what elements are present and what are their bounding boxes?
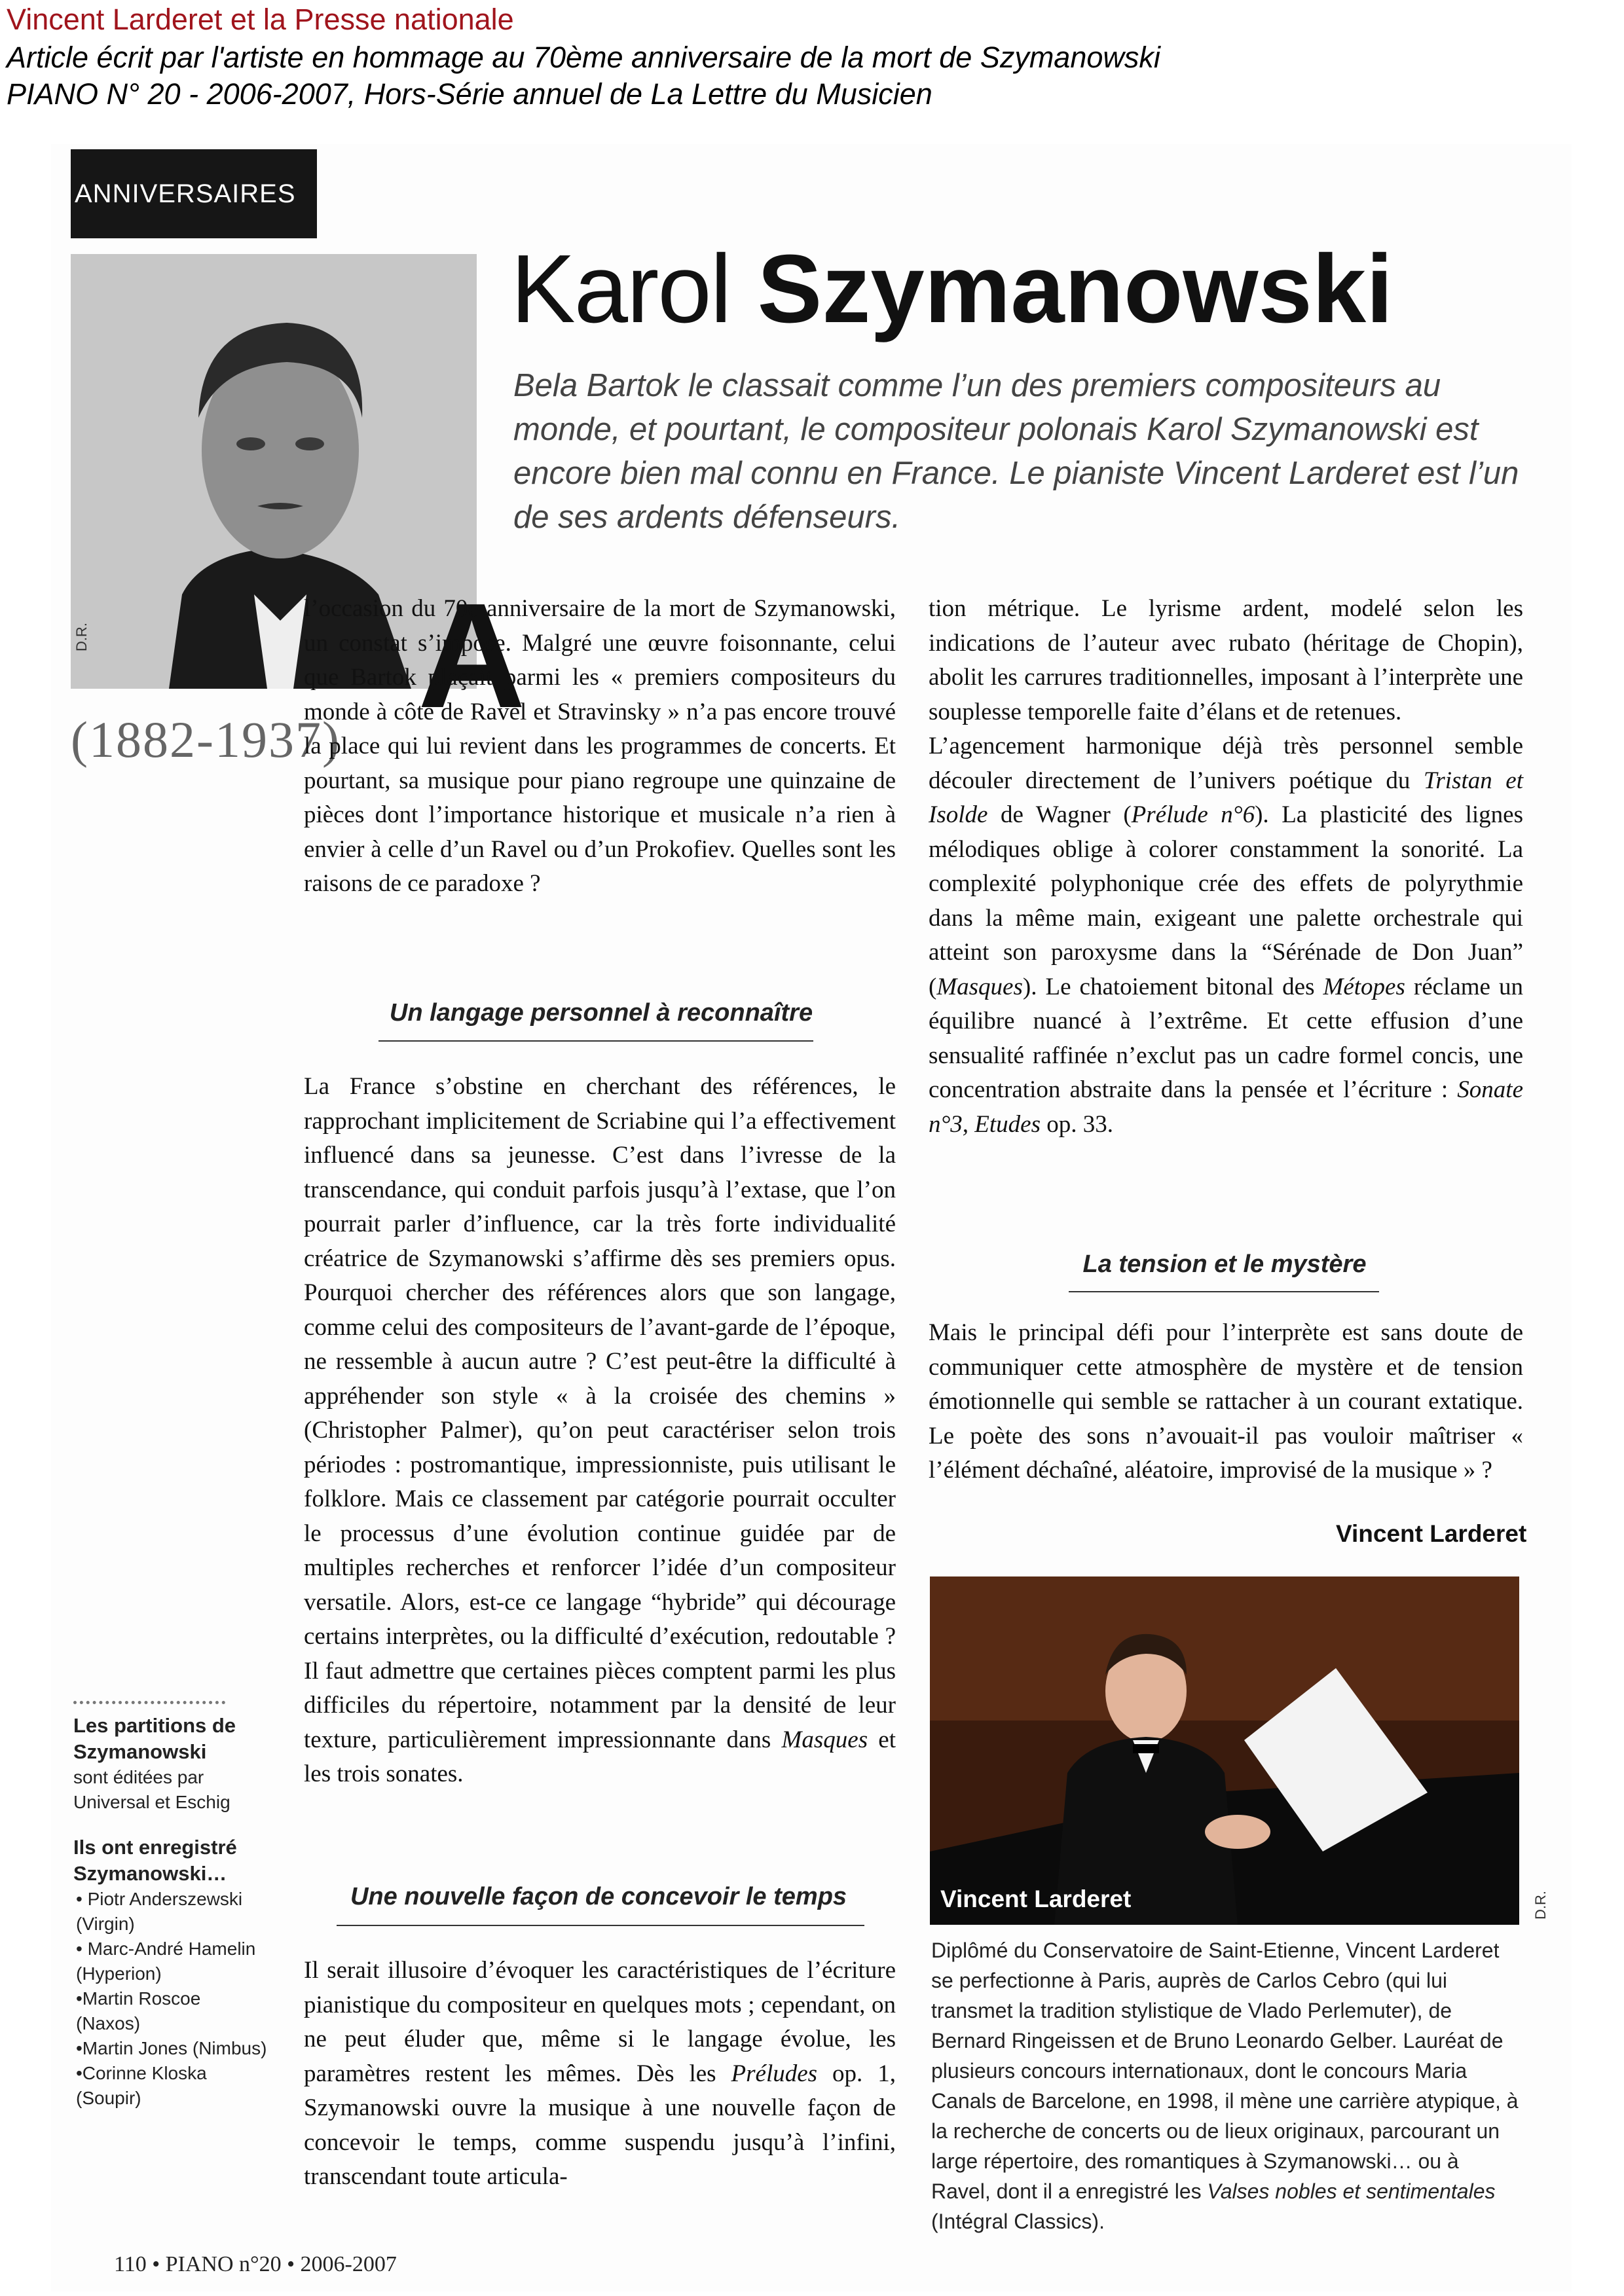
text-run: de Wagner ( <box>987 801 1132 828</box>
portrait-credit: D.R. <box>73 623 90 651</box>
col2-paragraph-2 <box>929 729 1523 1142</box>
sidebar-scores-text: sont éditées par Universal et Eschig <box>73 1767 231 1812</box>
paragraph-langage-text: La France s’obstine en cherchant des références, le rapprochant implicitement de Scriabine qui l’a effectivement influencé dans sa jeunesse. C’est dans l’ivresse de la transcendance, qui conduit parfois jusqu’à l’extase, que l’on pourrait parler d’influence, car la très forte individualité créatrice de Szymanowski s’affirme dès ses premiers opus. Pourquoi chercher des références alors que son langage, comme celui des compositeurs de l’avant-garde de l’époque, ne ressemble à aucun autre ? C’est peut-être la difficulté à appréhender son style « à la croisée des chemins » (Christopher Palmer), qu’on peut caractériser selon trois périodes : postromantique, impressionniste, puis utilisant le folklore. Mais ce classement par catégorie pourrait occulter le processus d’une évolution continue guidée par de multiples recherches et renforcer l’idée d’un compositeur versatile. Alors, est-ce ce langage “hybride” qui décourage certains interprètes, ou la difficulté d’exécution, redoutable ? Il faut admettre que certaines pièces comptent parmi les plus difficiles du répertoire, notamment par la densité de leur texture, particulièrement impressionnante dans <box>304 1073 896 1753</box>
list-item: • Piotr Anderszewski (Virgin) <box>76 1889 243 1934</box>
author-signature: Vincent Larderet <box>1336 1520 1527 1547</box>
article-column-1 <box>304 592 896 902</box>
paragraph-temps-end: op. 1, Szymanowski ouvre la musique à une nouvelle façon de concevoir le temps, comme suspendu jusqu’à l’infini, transcendant toute articula- <box>304 2060 896 2190</box>
italic-masques: Masques <box>781 1726 868 1753</box>
list-item: •Martin Roscoe (Naxos) <box>76 1988 201 2033</box>
paragraph-tension <box>929 1316 1523 1488</box>
text-run: réclame un équilibre nuancé à l’extrême. Et cette effusion d’une sensualité raffinée n’exclut pas un cadre formel concis, une concentration abstraite dans la pensée et l’écriture : <box>929 973 1523 1103</box>
sidebar <box>73 1713 270 2111</box>
header-source: PIANO N° 20 - 2006-2007, Hors-Série annuel de La Lettre du Musicien <box>7 77 932 111</box>
article-lede: Bela Bartok le classait comme l’un des premiers compositeurs au monde, et pourtant, le compositeur polonais Karol Szymanowski est encore bien mal connu en France. Le pianiste Vincent Larderet est l’un de ses ardents défenseurs. <box>513 368 1519 535</box>
subhead-rule <box>378 1040 813 1042</box>
photo-credit: D.R. <box>1532 1891 1549 1920</box>
subhead-rule <box>337 1925 864 1926</box>
subhead-tension: La tension et le mystère <box>1082 1250 1367 1278</box>
sidebar-scores-title: Les partitions de Szymanowski <box>73 1714 236 1763</box>
text-run: L’agencement harmonique déjà très personnel semble découler directement de l’univers poétique du <box>929 733 1523 794</box>
paragraph-tension-text: Mais le principal défi pour l’interprète est sans doute de communiquer cette atmosphère de mystère et de tension émotionnelle qui semble se rattacher à un courant extatique. Le poète des sons n’avouait-il pas vouloir maîtriser « l’élément déchaîné, aléatoire, improvisé de la musique » ? <box>929 1319 1523 1484</box>
sidebar-recordings-title: Ils ont enregistré Szymanowski… <box>73 1836 237 1885</box>
photo-caption <box>931 1935 1521 2236</box>
text-run: ). La plasticité des lignes mélodiques oblige à colorer constamment la sonorité. La complexité polyphonique crée des effets de polyrythmie dans la même main, exigeant une palette orchestrale qui atteint son paroxysme dans la “Sérénade de Don Juan” ( <box>929 801 1524 1000</box>
list-item: • Marc-André Hamelin (Hyperion) <box>76 1939 256 1984</box>
title-first-name: Karol <box>511 235 731 343</box>
list-item: •Corinne Kloska (Soupir) <box>76 2063 207 2108</box>
caption-italic-title: Valses nobles et sentimentales <box>1207 2179 1496 2203</box>
italic-preludes: Préludes <box>731 2060 818 2087</box>
caption-end: (Intégral Classics). <box>931 2210 1105 2233</box>
paragraph-langage-end: et les trois sonates. <box>304 1726 896 1787</box>
pianist-illustration <box>930 1576 1519 1925</box>
paragraph-temps-text: Il serait illusoire d’évoquer les caractéristiques de l’écriture pianistique du compositeur en quelques mots ; cependant, on ne peut éluder que, même si le langage évolue, les paramètres restent les mêmes. Dès les <box>304 1957 896 2087</box>
section-tag: ANNIVERSAIRES <box>71 149 317 238</box>
article-column-2 <box>929 592 1523 1142</box>
italic-sonate: Sonate n°3, Etudes <box>929 1076 1523 1138</box>
italic-tristan: Tristan et Isolde <box>929 767 1523 828</box>
intro-paragraph <box>126 592 896 902</box>
header-title: Vincent Larderet et la Presse nationale <box>7 3 514 36</box>
col2-paragraph-1: tion métrique. Le lyrisme ardent, modelé selon les indications de l’auteur avec rubato (héritage de Chopin), abolit les carrures traditionnelles, imposant à l’interprète une souplesse temporelle faite d’élans et de retenues. <box>929 595 1523 725</box>
title-last-name: Szymanowski <box>757 235 1393 343</box>
sidebar-dotted-rule <box>73 1701 225 1704</box>
photo-label: Vincent Larderet <box>940 1886 1132 1912</box>
italic-metopes: Métopes <box>1323 973 1405 1000</box>
italic-prelude: Prélude n°6 <box>1131 801 1255 828</box>
paragraph-temps <box>304 1954 896 2195</box>
subhead-langage: Un langage personnel à reconnaître <box>389 999 813 1027</box>
life-dates: (1882-1937) <box>71 711 341 768</box>
paragraph-langage <box>304 1070 896 1792</box>
text-run: op. 33. <box>1041 1110 1113 1138</box>
intro-text: l’occasion du 70e anniversaire de la mort de Szymanowski, un constat s’impose. Malgré une œuvre foisonnante, celui que Bartok plaçait parmi les « premiers compositeurs du monde à côté de Ravel et Stravinsky » n’a pas encore trouvé la place qui lui revient dans les programmes de concerts. Et pourtant, sa musique pour piano regroupe une quinzaine de pièces dont l’importance historique et musicale n’a rien à envier à celle d’un Ravel ou d’un Prokofiev. Quelles sont les raisons de ce paradoxe ? <box>304 595 896 897</box>
caption-text: Diplômé du Conservatoire de Saint-Etienne, Vincent Larderet se perfectionne à Paris, auprès de Carlos Cebro (qui lui transmet la tradition stylistique de Vlado Perlemuter), de Bernard Ringeissen et de Bruno Leonardo Gelber. Lauréat de plusieurs concours internationaux, dont le concours Maria Canals de Barcelone, en 1998, il mène une carrière atypique, à la recherche de concerts ou de lieux originaux, parcourant un large répertoire, des romantiques à Szymanowski… ou à Ravel, dont il a enregistré les <box>931 1939 1519 2203</box>
pianist-photo <box>930 1576 1519 1925</box>
list-item: •Martin Jones (Nimbus) <box>76 2038 267 2058</box>
article-title <box>511 235 1393 343</box>
drop-cap: A <box>418 573 526 739</box>
subhead-rule <box>1069 1291 1379 1292</box>
recordings-list <box>73 1887 270 2111</box>
italic-masques: Masques <box>936 973 1023 1000</box>
header-subtitle: Article écrit par l'artiste en hommage au 70ème anniversaire de la mort de Szymanowski <box>7 41 1160 74</box>
text-run: ). Le chatoiement bitonal des <box>1022 973 1323 1000</box>
page-footer: 110 • PIANO n°20 • 2006-2007 <box>114 2252 397 2276</box>
subhead-temps: Une nouvelle façon de concevoir le temps <box>350 1883 847 1910</box>
